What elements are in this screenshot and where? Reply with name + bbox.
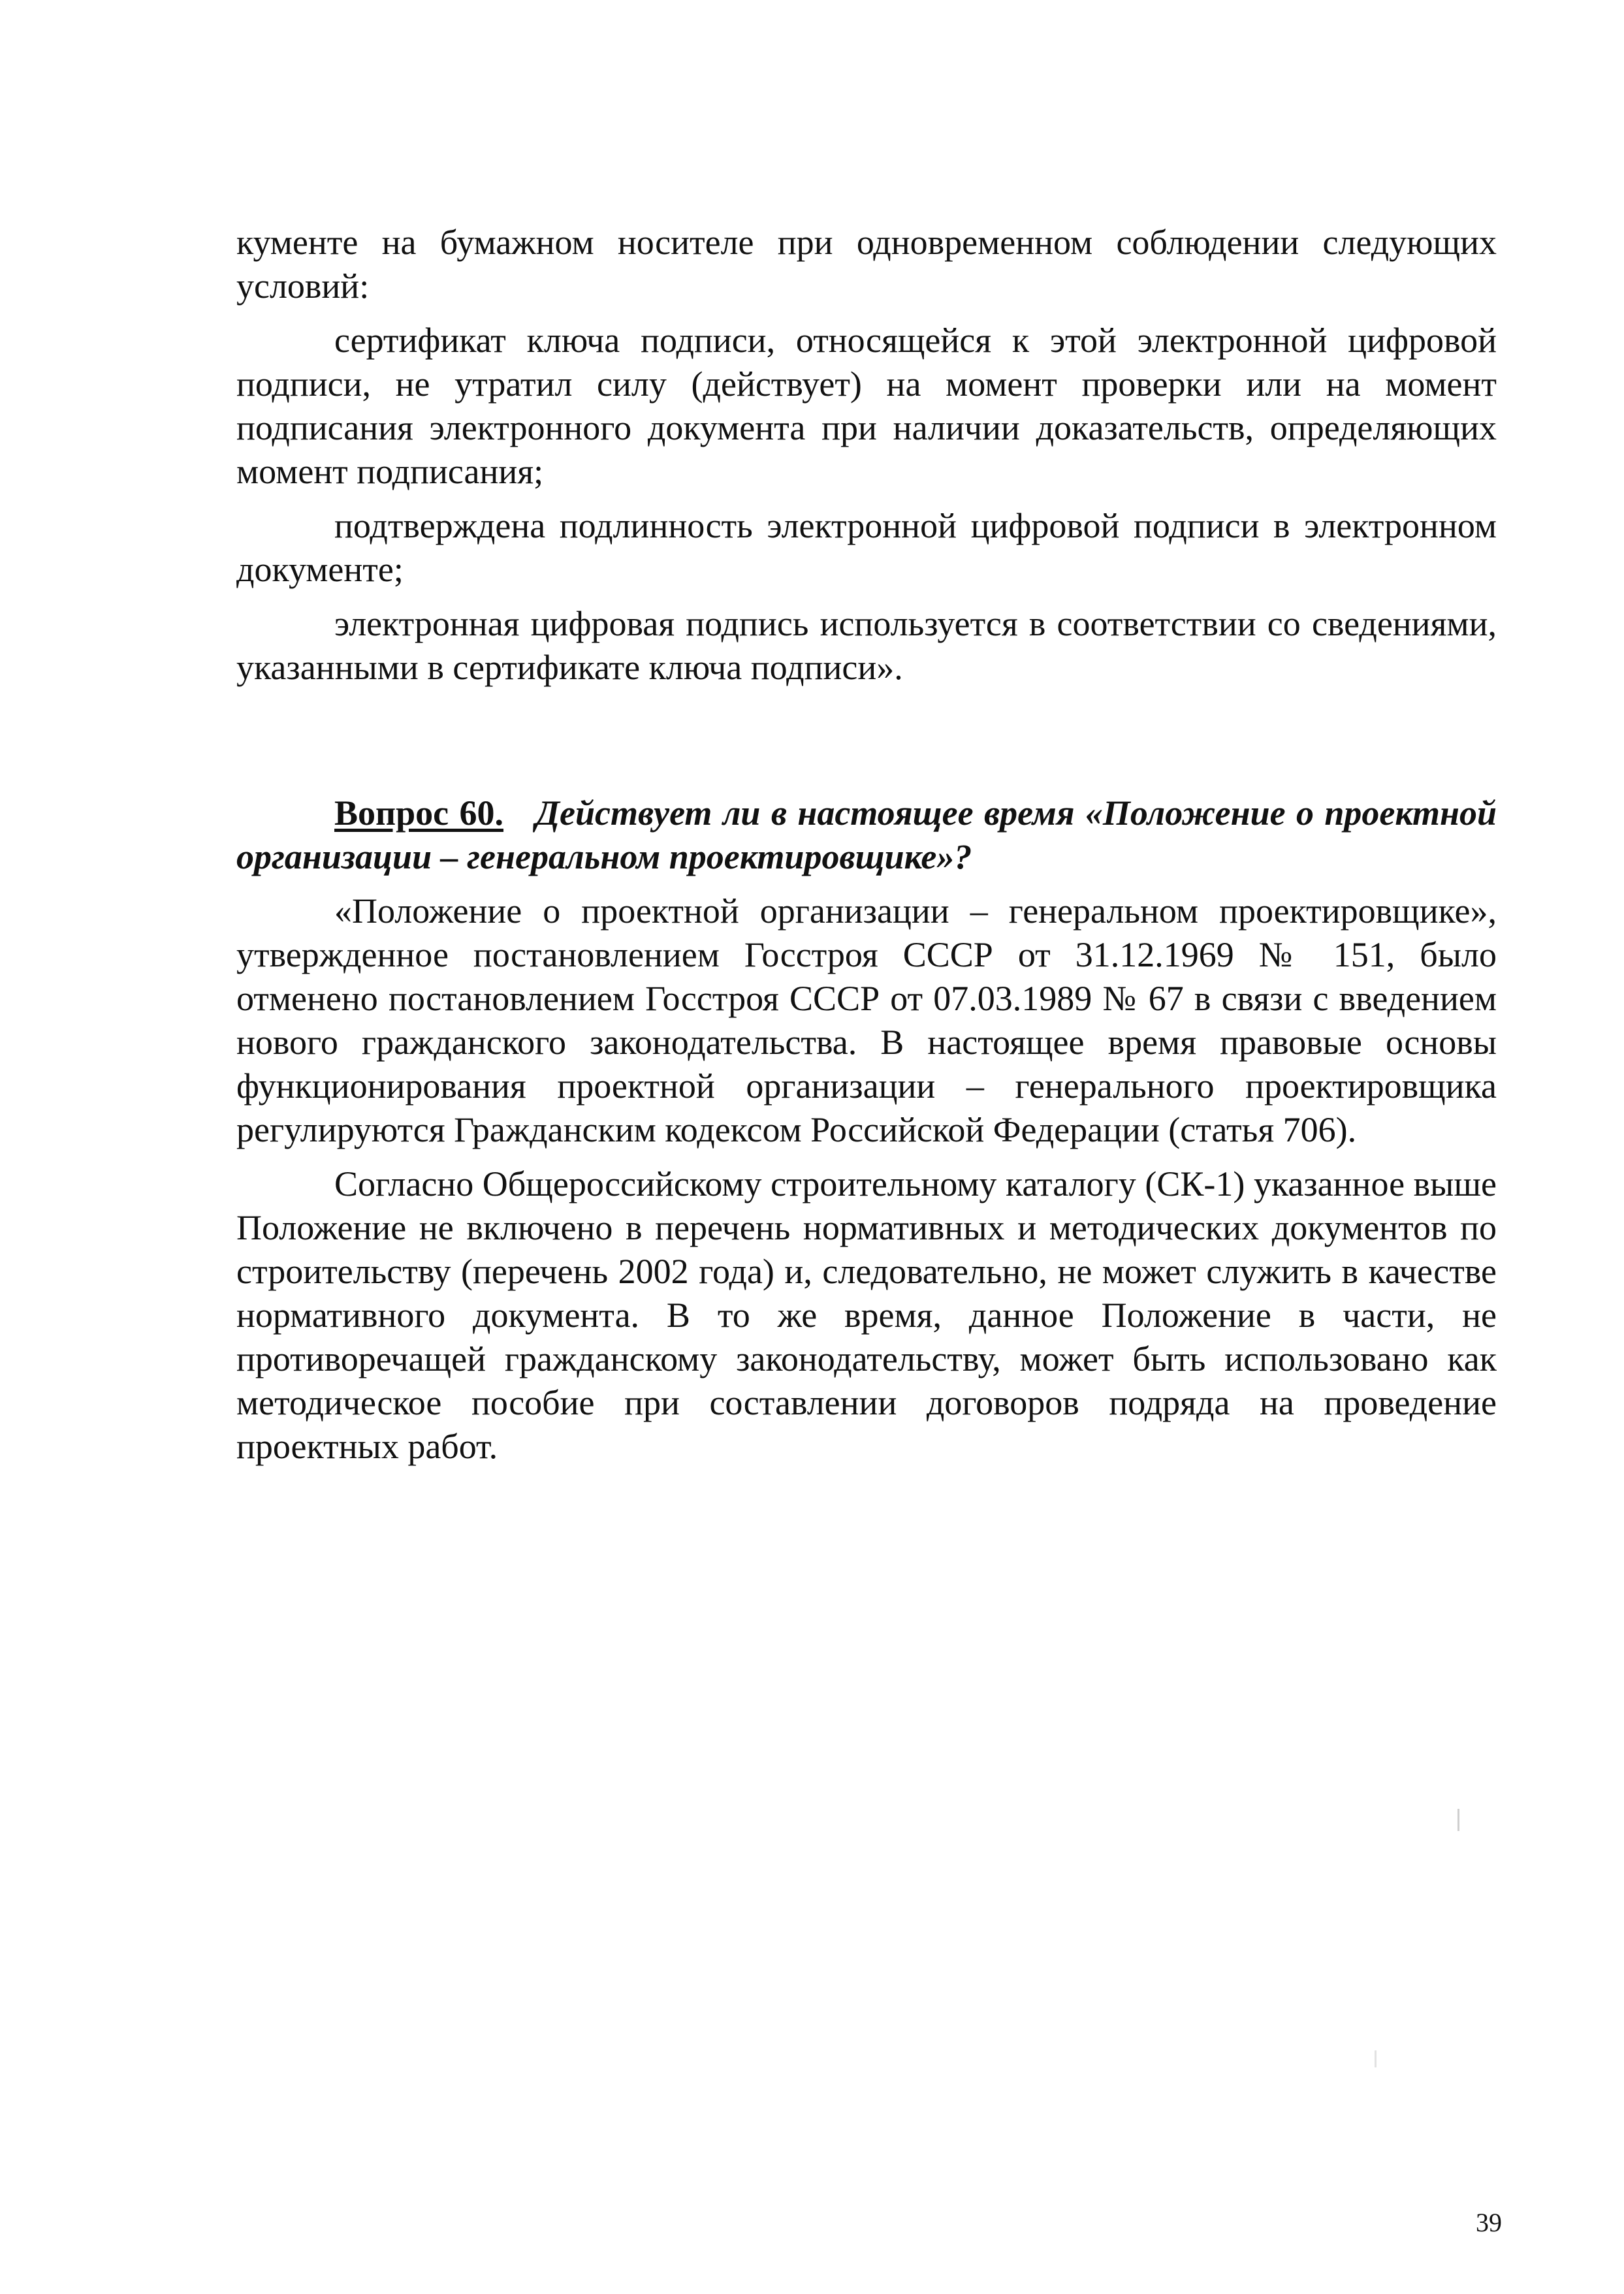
answer-paragraph-1: «Положение о проектной организации – генеральном проектировщике», утвержденное постановлением Госстроя СССР от 31.12.1969 № 151, было отменено постановлением Госстроя СССР от 07.03.1989 № 67 в связи с введением нового гражданского законодательства. В настоящее время правовые основы функционирования проектной организации – генерального проектировщика регулируются Гражданским кодексом Российской Федерации (статья 706). <box>236 891 1497 1149</box>
question-heading <box>236 791 1497 879</box>
paragraph-continuation: кументе на бумажном носителе при одновременном соблюдении следующих условий: <box>236 223 1497 306</box>
paragraph-condition-authenticity: подтверждена подлинность электронной цифровой подписи в электронном документе; <box>236 506 1497 589</box>
page-number: 39 <box>1476 2208 1502 2237</box>
question-label: Вопрос 60. <box>334 793 504 833</box>
paragraph-condition-usage: электронная цифровая подпись используется в соответствии со сведениями, указанными в сертификате ключа подписи». <box>236 604 1497 687</box>
scan-speck <box>1457 1809 1459 1831</box>
question-text: Действует ли в настоящее время «Положение о проектной организации – генеральном проектировщике»? <box>236 793 1497 876</box>
paragraph-condition-certificate: сертификат ключа подписи, относящейся к этой электронной цифровой подписи, не утратил силу (действует) на момент проверки или на момент подписания электронного документа при наличии доказательств, определяющих момент подписания; <box>236 321 1497 491</box>
answer-paragraph-2: Согласно Общероссийскому строительному каталогу (СК-1) указанное выше Положение не включено в перечень нормативных и методических документов по строительству (перечень 2002 года) и, следовательно, не может служить в качестве нормативного документа. В то же время, данное Положение в части, не противоречащей гражданскому законодательству, может быть использовано как методическое пособие при составлении договоров подряда на проведение проектных работ. <box>236 1164 1497 1466</box>
scan-speck <box>1375 2050 1377 2067</box>
page-body <box>236 221 1497 1469</box>
